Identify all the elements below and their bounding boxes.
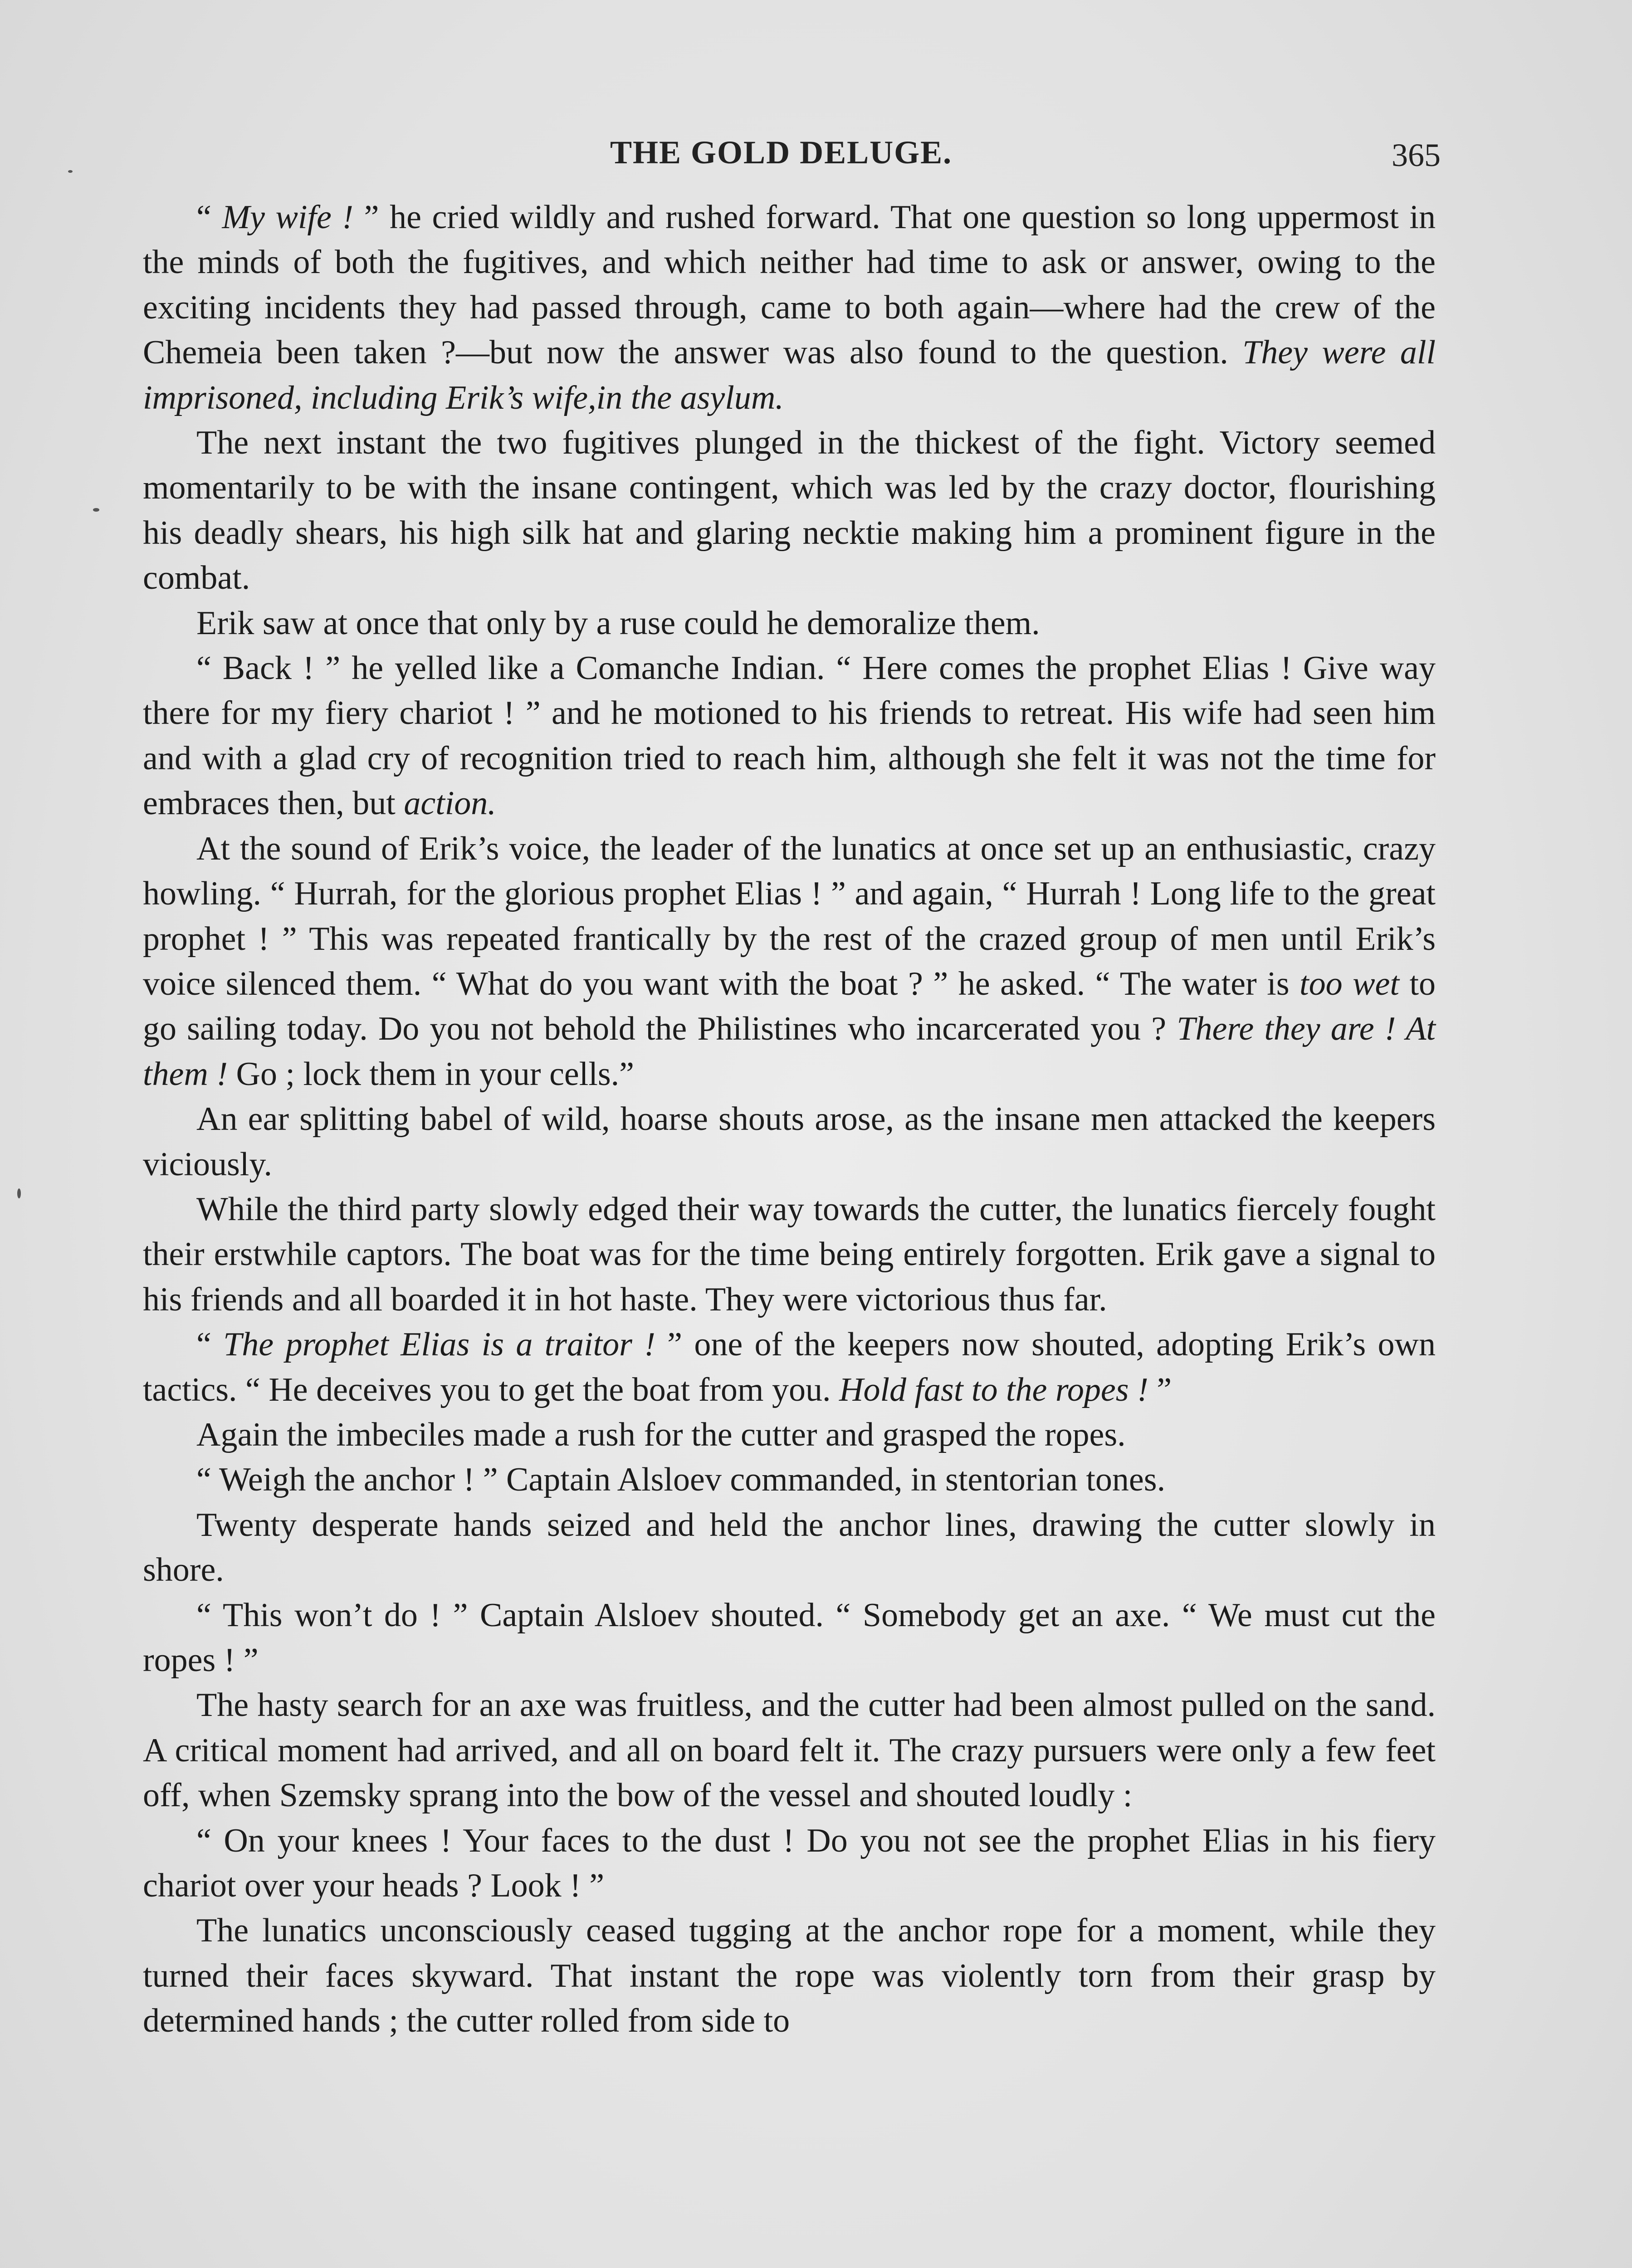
paragraph [143,1097,1436,1187]
italic-text: action. [404,785,496,822]
text-run: Again the imbeciles made a rush for the cutter and grasped the ropes. [196,1416,1126,1453]
text-run: “ Weigh the anchor ! ” Captain Alsloev commanded, in stentorian tones. [196,1461,1166,1499]
text-run: ” he cried wildly and rushed forward. That one question so long uppermost in the minds of both the fugitives, and which neither had time to ask or answer, owing to the exciting incidents they had passed through, came to both again—where had the crew of the Chemeia been taken ?—but now the answer was also found to the question. [143,199,1436,371]
scan-speck [17,1188,21,1198]
text-run: “ Back ! ” he yelled like a Comanche Indian. “ Here comes the prophet Elias ! Give way there for my fiery chariot ! ” and he motioned to his friends to retreat. His wife had seen him and with a glad cry of recognition tried to reach him, although she felt it was not the time for embraces then, but [143,650,1436,822]
italic-text: Hold fast to the ropes ! [839,1371,1148,1408]
running-head [0,129,1632,179]
chapter-title: THE GOLD DELUGE. [610,134,953,171]
paragraph [143,1908,1436,2043]
paragraph [143,1683,1436,1818]
text-run: The lunatics unconsciously ceased tugging at the anchor rope for a moment, while they turned their faces skyward. That instant the rope was violently torn from their grasp by determined hands ; the cutter rolled from side to [143,1912,1436,2040]
text-run: ” [1148,1371,1172,1408]
paragraph [143,1413,1436,1457]
paragraph [143,826,1436,1097]
italic-text: There they are ! At them ! [143,1010,1436,1093]
body-text [143,195,1436,2044]
paragraph [143,1503,1436,1593]
italic-text: My wife ! [222,199,354,236]
page-number: 365 [1392,137,1441,173]
paragraph [143,420,1436,601]
text-run: “ This won’t do ! ” Captain Alsloev shouted. “ Somebody get an axe. “ We must cut the ropes ! ” [143,1596,1436,1679]
italic-text: too wet [1300,965,1399,1002]
scan-speck [68,170,73,173]
text-run: “ [196,1326,224,1364]
text-run: “ On your knees ! Your faces to the dust ! Do you not see the prophet Elias in his fiery chariot over your heads ? Look ! ” [143,1822,1436,1905]
scan-speck [93,508,99,512]
text-run: “ [196,199,222,236]
text-run: Erik saw at once that only by a ruse could he demoralize them. [196,604,1040,642]
text-run: An ear splitting babel of wild, hoarse shouts arose, as the insane men attacked the keepers viciously. [143,1100,1436,1183]
paragraph [143,1457,1436,1502]
paragraph [143,195,1436,420]
paragraph [143,1322,1436,1413]
text-run: ” one of the keepers now shouted, adopting Erik’s own tactics. “ He deceives you to get the boat from you. [143,1326,1436,1408]
text-run: to go sailing today. Do you not behold the Philistines who incarcerated you ? [143,965,1436,1048]
text-run: Go ; lock them in your cells.” [228,1055,635,1093]
text-run: The hasty search for an axe was fruitless, and the cutter had been almost pulled on the sand. A critical moment had arrived, and all on board felt it. The crazy pursuers were only a few feet off, when Szemsky sprang into the bow of the vessel and shouted loudly : [143,1686,1436,1814]
text-run: While the third party slowly edged their way towards the cutter, the lunatics fiercely fought their erstwhile captors. The boat was for the time being entirely forgotten. Erik gave a signal to his friends and all boarded it in hot haste. They were victorious thus far. [143,1190,1436,1318]
text-run: The next instant the two fugitives plunged in the thickest of the fight. Victory seemed momentarily to be with the insane contingent, which was led by the crazy doctor, flourishing his deadly shears, his high silk hat and glaring necktie making him a prominent figure in the combat. [143,424,1436,597]
paragraph [143,1593,1436,1683]
text-run: At the sound of Erik’s voice, the leader of the lunatics at once set up an enthusiastic, crazy howling. “ Hurrah, for the glorious prophet Elias ! ” and again, “ Hurrah ! Long life to the great prophet ! ” This was repeated frantically by the rest of the crazed group of men until Erik’s voice silenced them. “ What do you want with the boat ? ” he asked. “ The water is [143,830,1436,1002]
paragraph [143,646,1436,826]
paragraph [143,1818,1436,1909]
paragraph [143,601,1436,646]
text-run: Twenty desperate hands seized and held the anchor lines, drawing the cutter slowly in shore. [143,1506,1436,1589]
italic-text: The prophet Elias is a traitor ! [223,1326,655,1364]
italic-text: They were all imprisoned, including Erik’s wife,in the asylum. [143,334,1436,416]
paragraph [143,1187,1436,1322]
